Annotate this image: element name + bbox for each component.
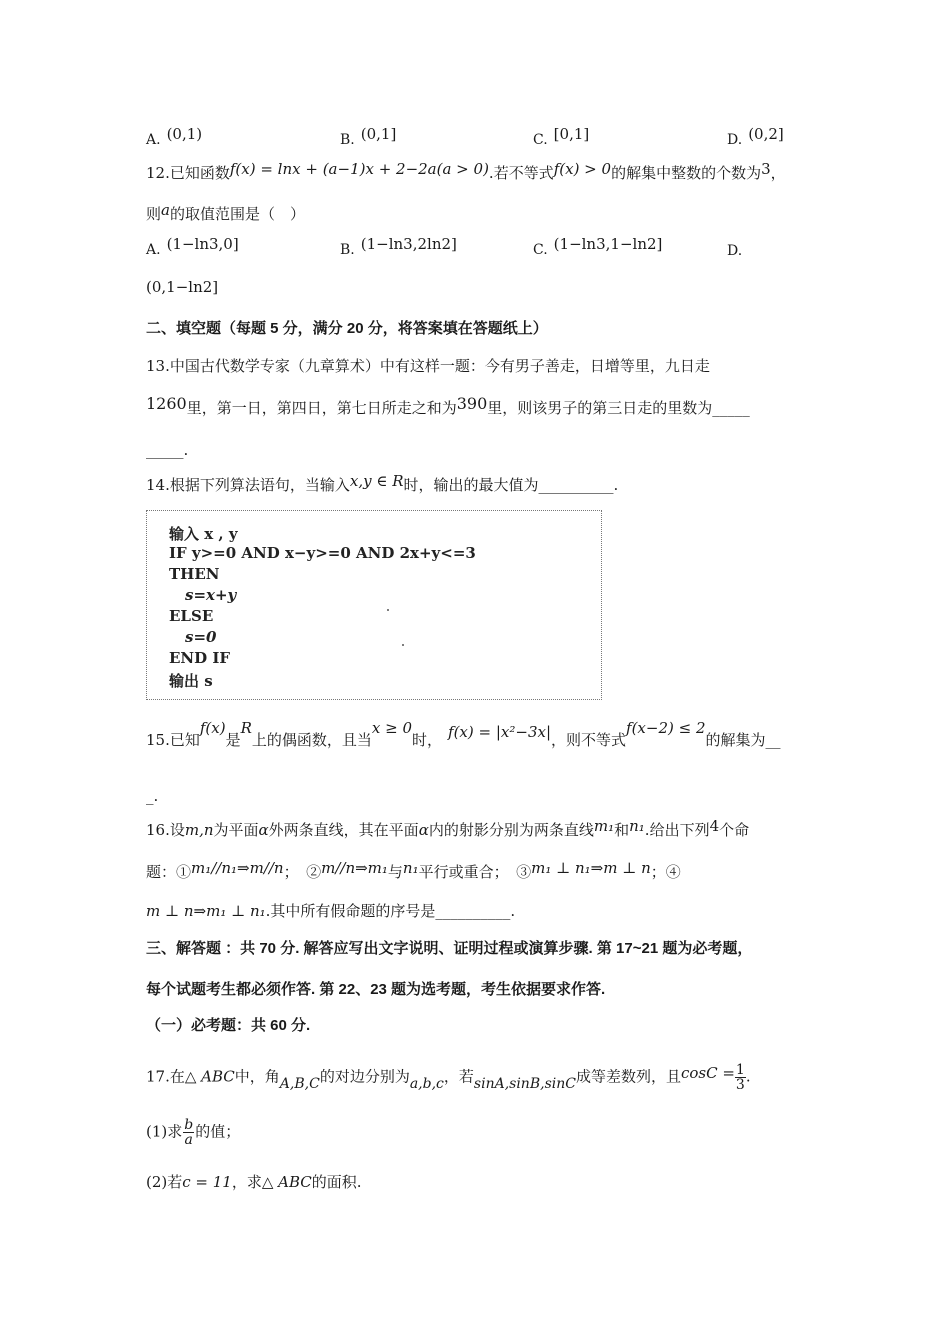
code-line: ELSE	[169, 607, 214, 625]
option-value: [0,1]	[553, 125, 590, 143]
text: 的解集为__	[705, 731, 781, 749]
formula: m₁//n₁⇒m//n	[191, 859, 284, 877]
text: 14.根据下列算法语句，当输入	[146, 476, 350, 494]
fraction-b-over-a	[183, 1118, 194, 1147]
formula: n₁	[629, 817, 645, 835]
formula: f(x−2) ≤ 2	[626, 719, 706, 737]
text: 个命	[719, 821, 750, 839]
text: 中，角	[234, 1067, 280, 1086]
text: 与	[387, 863, 403, 881]
section2-heading: 二、填空题（每题 5 分，满分 20 分，将答案填在答题纸上）	[146, 320, 548, 337]
text: 为平面	[213, 821, 259, 839]
text: .给出下列	[644, 821, 710, 839]
scan-speck	[402, 644, 404, 646]
q17-stem	[146, 1063, 751, 1092]
text: 成等差数列，且	[575, 1067, 681, 1086]
formula: x ≥ 0	[371, 719, 413, 737]
q15-line2: _.	[146, 787, 159, 805]
option-label: C.	[533, 242, 548, 258]
q12-stem-line2	[146, 201, 305, 224]
text: (1)求	[146, 1122, 183, 1141]
option-value: (0,1]	[360, 125, 397, 143]
q11-option-a	[146, 125, 203, 148]
formula: R	[240, 719, 252, 737]
formula: 4	[709, 817, 720, 835]
section3-heading-line1: 三、解答题 ：共 70 分. 解答应写出文字说明、证明过程或演算步骤. 第 17~21 题为必考题，	[146, 940, 753, 957]
numerator: 1	[735, 1062, 745, 1078]
option-label: D.	[727, 132, 743, 148]
q12-option-d-value: (0,1−ln2]	[146, 278, 219, 296]
formula: m₁	[593, 817, 615, 835]
q11-option-c	[533, 125, 590, 148]
option-label: A.	[146, 242, 161, 258]
text: 的取值范围是（ ）	[169, 205, 305, 223]
text: ，	[770, 164, 786, 182]
q12-option-c	[533, 235, 663, 258]
q11-option-d	[727, 125, 784, 148]
formula: 3	[761, 160, 771, 178]
formula: f(x) > 0	[553, 160, 612, 178]
formula: 390	[456, 394, 488, 413]
code-line: s=0	[185, 628, 217, 646]
text: 的面积.	[311, 1173, 362, 1191]
formula: △ ABC	[184, 1067, 235, 1086]
formula: a,b,c	[409, 1075, 444, 1092]
denominator: 3	[735, 1077, 745, 1093]
formula: f(x) = |x²−3x|	[448, 723, 552, 741]
text: 和	[614, 821, 630, 839]
formula: α	[258, 821, 269, 839]
option-label: B.	[340, 242, 355, 258]
formula: sinA,sinB,sinC	[473, 1075, 576, 1092]
q12-stem-line1	[146, 160, 786, 183]
formula: f(x)	[199, 719, 226, 737]
section3-heading-line2: 每个试题考生都必须作答. 第 22、23 题为选考题，考生依据要求作答.	[146, 981, 606, 998]
option-value: (0,2]	[748, 125, 784, 143]
option-label: D.	[727, 243, 743, 259]
text: 17.在	[146, 1067, 185, 1086]
option-label: B.	[340, 132, 355, 148]
text: 内的射影分别为两条直线	[428, 821, 594, 839]
formula: A,B,C	[279, 1075, 320, 1092]
q12-option-a	[146, 235, 239, 258]
formula: m//n⇒m₁	[321, 859, 388, 877]
code-line: IF y>=0 AND x−y>=0 AND 2x+y<=3	[169, 544, 476, 562]
text: ，若	[443, 1067, 474, 1086]
q16-line2	[146, 859, 681, 882]
code-line: THEN	[169, 565, 220, 583]
q13-line3: _____.	[146, 441, 189, 459]
formula: cosC =	[680, 1063, 735, 1082]
denominator: a	[184, 1132, 193, 1148]
text: 外两条直线，其在平面	[268, 821, 419, 839]
algorithm-code-box	[146, 510, 602, 700]
code-line: 输入 x , y	[169, 525, 238, 543]
text: 15.已知	[146, 731, 200, 749]
code-line: s=x+y	[185, 586, 237, 604]
text: 上的偶函数，且当	[251, 731, 372, 749]
text: 12.已知函数	[146, 164, 230, 182]
option-value: (0,1)	[166, 125, 203, 143]
text: .其中所有假命题的序号是__________.	[265, 902, 516, 920]
section3-subheading: （一）必考题：共 60 分.	[146, 1017, 311, 1034]
formula: f(x) = lnx + (a−1)x + 2−2a(a > 0)	[229, 160, 489, 178]
q17-part2	[146, 1172, 362, 1192]
formula: n₁	[402, 859, 419, 877]
q11-option-b	[340, 125, 397, 148]
text: ，则不等式	[551, 731, 627, 749]
formula: △ ABC	[261, 1173, 312, 1191]
text: 时，	[412, 731, 443, 749]
text: 是	[225, 731, 241, 749]
text: 则	[146, 205, 162, 223]
option-value: (1−ln3,0]	[166, 235, 239, 253]
code-line: END IF	[169, 649, 231, 667]
text: ； ②	[283, 863, 322, 881]
formula: m,n	[184, 821, 214, 839]
q14-stem	[146, 472, 619, 495]
text: .	[745, 1067, 751, 1086]
numerator: b	[184, 1117, 194, 1133]
formula: m ⊥ n⇒m₁ ⊥ n₁	[146, 902, 266, 920]
text: ；④	[650, 863, 681, 881]
q15-stem	[146, 719, 781, 750]
text: ，求	[231, 1173, 262, 1191]
scan-speck	[387, 609, 389, 611]
formula: 1260	[146, 394, 187, 413]
text: 里，则该男子的第三日走的里数为_____	[487, 399, 750, 417]
q16-line1	[146, 817, 750, 840]
text: 里，第一日，第四日，第七日所走之和为	[186, 399, 457, 417]
option-value: (1−ln3,2ln2]	[360, 235, 457, 253]
q12-option-d	[727, 243, 742, 259]
text: 的对边分别为	[319, 1067, 410, 1086]
text: 的解集中整数的个数为	[611, 164, 762, 182]
text: 题：①	[146, 863, 192, 881]
formula: c = 11	[182, 1173, 232, 1191]
text: .若不等式	[488, 164, 554, 182]
text: 的值；	[195, 1122, 241, 1141]
formula: α	[418, 821, 429, 839]
q13-line1: 13.中国古代数学专家（九章算术）中有这样一题：今有男子善走，日增等里，九日走	[146, 357, 710, 375]
text: 平行或重合； ③	[418, 863, 532, 881]
text: 时，输出的最大值为__________.	[403, 476, 619, 494]
q12-option-b	[340, 235, 457, 258]
text: (2)若	[146, 1173, 183, 1191]
q16-line3	[146, 901, 515, 921]
q13-line2	[146, 394, 750, 418]
text: 16.设	[146, 821, 185, 839]
formula: m₁ ⊥ n₁⇒m ⊥ n	[531, 859, 651, 877]
option-label: C.	[533, 132, 548, 148]
option-value: (1−ln3,1−ln2]	[553, 235, 663, 253]
option-label: A.	[146, 132, 161, 148]
fraction-one-third	[735, 1063, 746, 1092]
formula: a	[161, 201, 170, 219]
code-line: 输出 s	[169, 672, 213, 690]
q17-part1	[146, 1118, 240, 1147]
formula: x,y ∈ R	[349, 472, 404, 490]
